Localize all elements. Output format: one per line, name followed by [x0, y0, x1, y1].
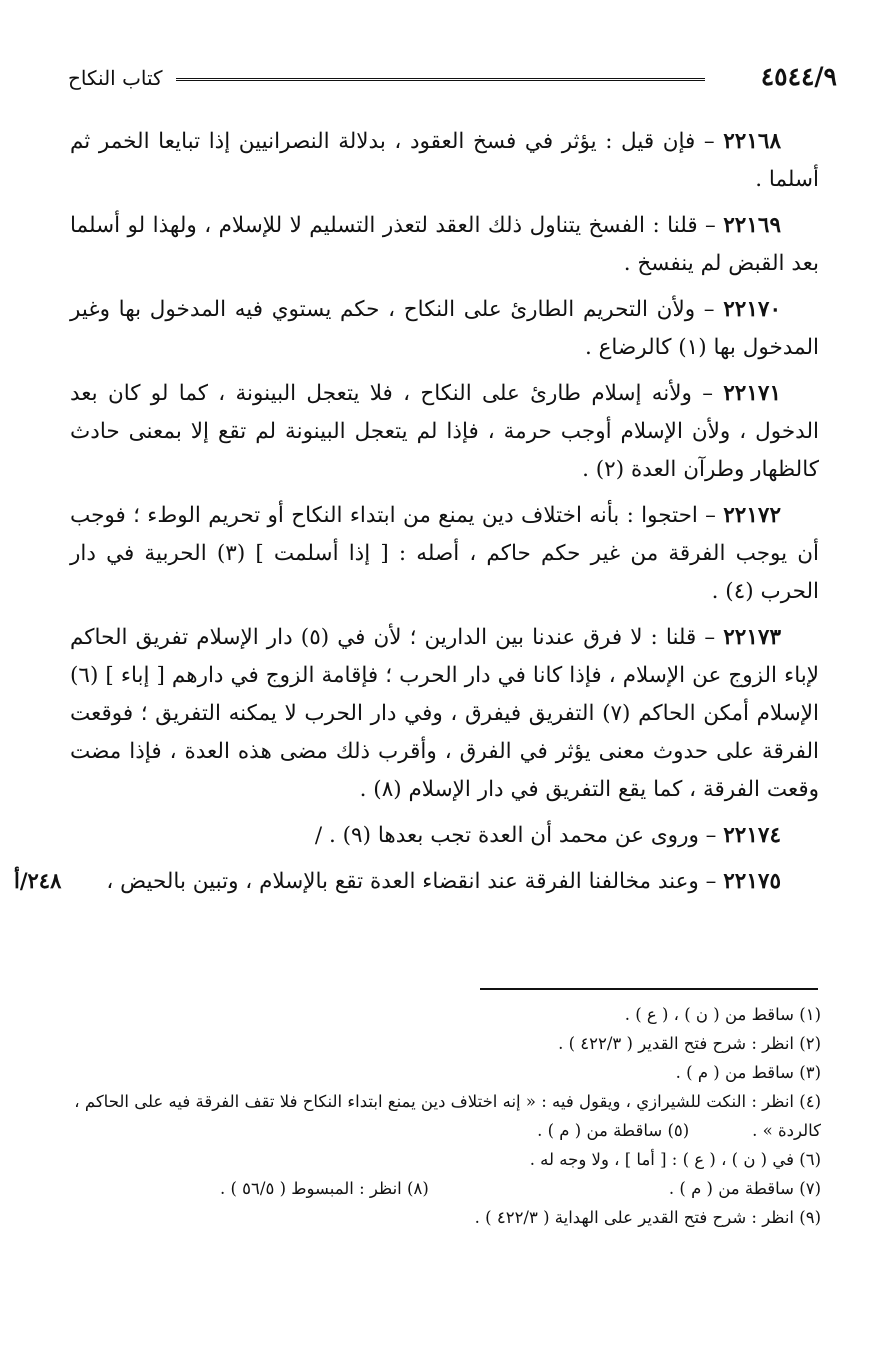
footnote-divider	[480, 988, 818, 990]
paragraph-number: ٢٢١٦٩	[723, 213, 781, 238]
main-text	[70, 123, 819, 909]
footnote: (٣) ساقط من ( م ) .	[675, 1063, 821, 1082]
footnote-row	[70, 1174, 821, 1203]
footnote: (١) ساقط من ( ن ) ، ( ع ) .	[624, 1005, 821, 1024]
paragraph	[70, 863, 819, 901]
paragraph-number: ٢٢١٧٢	[723, 503, 781, 528]
paragraph-number: ٢٢١٧٤	[723, 823, 781, 848]
footnote	[70, 1087, 821, 1145]
paragraph-text: – وعند مخالفنا الفرقة عند انقضاء العدة تقع بالإسلام ، وتبين بالحيض ،	[106, 869, 724, 894]
footnote-text: (٤) انظر : النكت للشيرازي ، ويقول فيه : « إنه اختلاف دين يمنع ابتداء النكاح فلا تقف الفرقة فيه على الحاكم ، كالردة » .	[74, 1092, 821, 1140]
paragraph-text: – قلنا : الفسخ يتناول ذلك العقد لتعذر التسليم لا للإسلام ، ولهذا لو أسلما بعد القبض لم ينفسخ .	[70, 213, 819, 276]
paragraph-number: ٢٢١٧٠	[723, 297, 781, 322]
book-title: كتاب النكاح	[68, 66, 163, 90]
header-rule	[176, 78, 705, 84]
paragraph-text: – ولأن التحريم الطارئ على النكاح ، حكم يستوي فيه المدخول بها وغير المدخول بها (١) كالرضاع .	[70, 297, 819, 360]
running-header	[68, 58, 837, 98]
page-number: ٤٥٤٤/٩	[760, 62, 837, 91]
footnote: (٧) ساقطة من ( م ) .	[668, 1179, 821, 1198]
footnote: (٩) انظر : شرح فتح القدير على الهداية ( ٤٢٢/٣ ) .	[474, 1208, 821, 1227]
paragraph-text: – قلنا : لا فرق عندنا بين الدارين ؛ لأن في (٥) دار الإسلام تفريق الحاكم لإباء الزوج عن الإسلام ، فإذا كانا في دار الحرب ؛ فإقامة الزوج في دارهم [ إباء ] (٦) الإسلام أمكن الحاكم (٧) التفريق فيفرق ، وفي دار الحرب لا يمكنه التفريق ؛ فوقعت الفرقة على حدوث معنى يؤثر في الفرق ، وأقرب ذلك مضى هذه العدة ، فإذا مضت وقعت الفرقة ، كما يقع التفريق في دار الإسلام (٨) .	[70, 625, 819, 802]
paragraph	[70, 817, 819, 855]
paragraph-text: – احتجوا : بأنه اختلاف دين يمنع من ابتداء النكاح أو تحريم الوطء ؛ فوجب أن يوجب الفرقة من غير حكم حاكم ، أصله : [ إذا أسلمت ] (٣) الحربية في دار الحرب (٤) .	[70, 503, 819, 604]
paragraph-number: ٢٢١٧٣	[723, 625, 781, 650]
paragraph	[70, 207, 819, 283]
paragraph-number: ٢٢١٦٨	[723, 129, 781, 154]
footnotes	[70, 1000, 821, 1232]
footnote: (٨) انظر : المبسوط ( ٥٦/٥ ) .	[220, 1179, 429, 1198]
footnote: (٢) انظر : شرح فتح القدير ( ٤٢٢/٣ ) .	[558, 1034, 821, 1053]
paragraph	[70, 619, 819, 809]
footnote: (٦) في ( ن ) ، ( ع ) : [ أما ] ، ولا وجه له .	[529, 1150, 821, 1169]
paragraph-text: – وروى عن محمد أن العدة تجب بعدها (٩) . /	[314, 823, 724, 848]
paragraph-text: – فإن قيل : يؤثر في فسخ العقود ، بدلالة النصرانيين إذا تبايعا الخمر ثم أسلما .	[70, 129, 819, 192]
paragraph-number: ٢٢١٧١	[723, 381, 781, 406]
paragraph	[70, 375, 819, 489]
manuscript-folio-note: ٢٤٨/أ	[14, 868, 62, 893]
paragraph	[70, 291, 819, 367]
paragraph-text: – ولأنه إسلام طارئ على النكاح ، فلا يتعجل البينونة ، كما لو كان بعد الدخول ، ولأن الإسلام أوجب حرمة ، فإذا لم يتعجل البينونة لم تقع إلا بمعنى حادث كالظهار وطرآن العدة (٢) .	[70, 381, 819, 482]
footnote-text: (٥) ساقطة من ( م ) .	[537, 1121, 690, 1140]
paragraph	[70, 123, 819, 199]
paragraph	[70, 497, 819, 611]
paragraph-number: ٢٢١٧٥	[723, 869, 781, 894]
